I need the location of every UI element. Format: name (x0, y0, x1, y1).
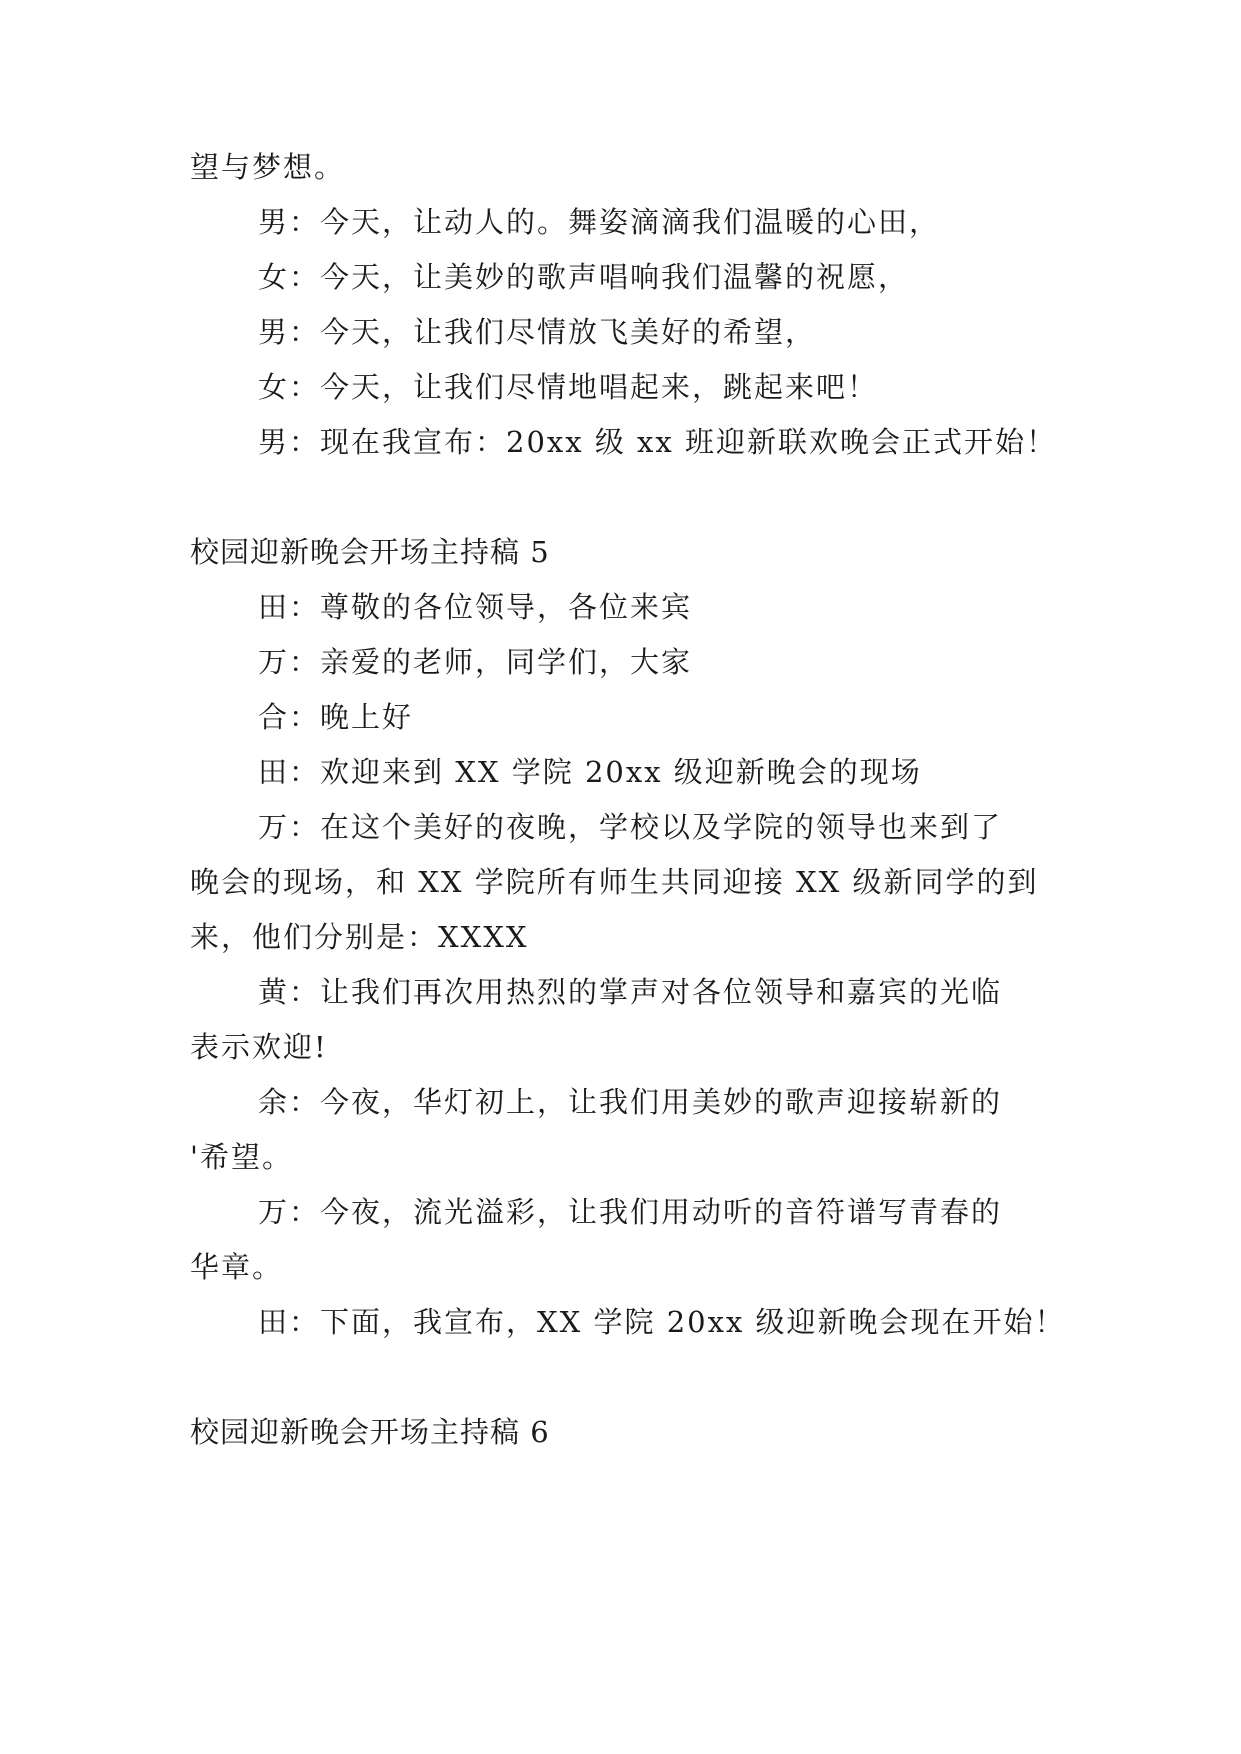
paragraph-line: 黄：让我们再次用热烈的掌声对各位领导和嘉宾的光临 (258, 975, 1003, 1009)
paragraph-line: 万：在这个美好的夜晚，学校以及学院的领导也来到了 (258, 810, 1003, 844)
paragraph-line: 男：今天，让我们尽情放飞美好的希望， (258, 315, 817, 349)
paragraph-line: 晚会的现场，和 XX 学院所有师生共同迎接 XX 级新同学的到 (190, 865, 1039, 899)
paragraph-line: 男：今天，让动人的。舞姿滴滴我们温暖的心田， (258, 205, 941, 239)
paragraph-line: 女：今天，让我们尽情地唱起来，跳起来吧！ (258, 370, 879, 404)
document-page (190, 0, 1070, 1754)
paragraph-line: 万：今夜，流光溢彩，让我们用动听的音符谱写青春的 (258, 1195, 1003, 1229)
paragraph-line: 华章。 (190, 1250, 284, 1284)
paragraph-line: 万：亲爱的老师，同学们，大家 (258, 645, 693, 679)
paragraph-line: 田：欢迎来到 XX 学院 20xx 级迎新晚会的现场 (258, 755, 922, 789)
paragraph-line: 男：现在我宣布：20xx 级 xx 班迎新联欢晚会正式开始！ (258, 425, 1057, 459)
section-heading: 校园迎新晚会开场主持稿 5 (190, 535, 550, 569)
paragraph-line: 女：今天，让美妙的歌声唱响我们温馨的祝愿， (258, 260, 910, 294)
paragraph-line: 来，他们分别是：XXXX (190, 920, 529, 954)
paragraph-line: 表示欢迎! (190, 1030, 328, 1064)
paragraph-line: 田：下面，我宣布，XX 学院 20xx 级迎新晚会现在开始！ (258, 1305, 1066, 1339)
paragraph-line: 望与梦想。 (190, 150, 346, 184)
paragraph-line: 合：晚上好 (258, 700, 414, 734)
paragraph-line: '希望。 (190, 1140, 293, 1174)
paragraph-line: 余：今夜，华灯初上，让我们用美妙的歌声迎接崭新的 (258, 1085, 1003, 1119)
paragraph-line: 田：尊敬的各位领导，各位来宾 (258, 590, 693, 624)
section-heading: 校园迎新晚会开场主持稿 6 (190, 1415, 550, 1449)
